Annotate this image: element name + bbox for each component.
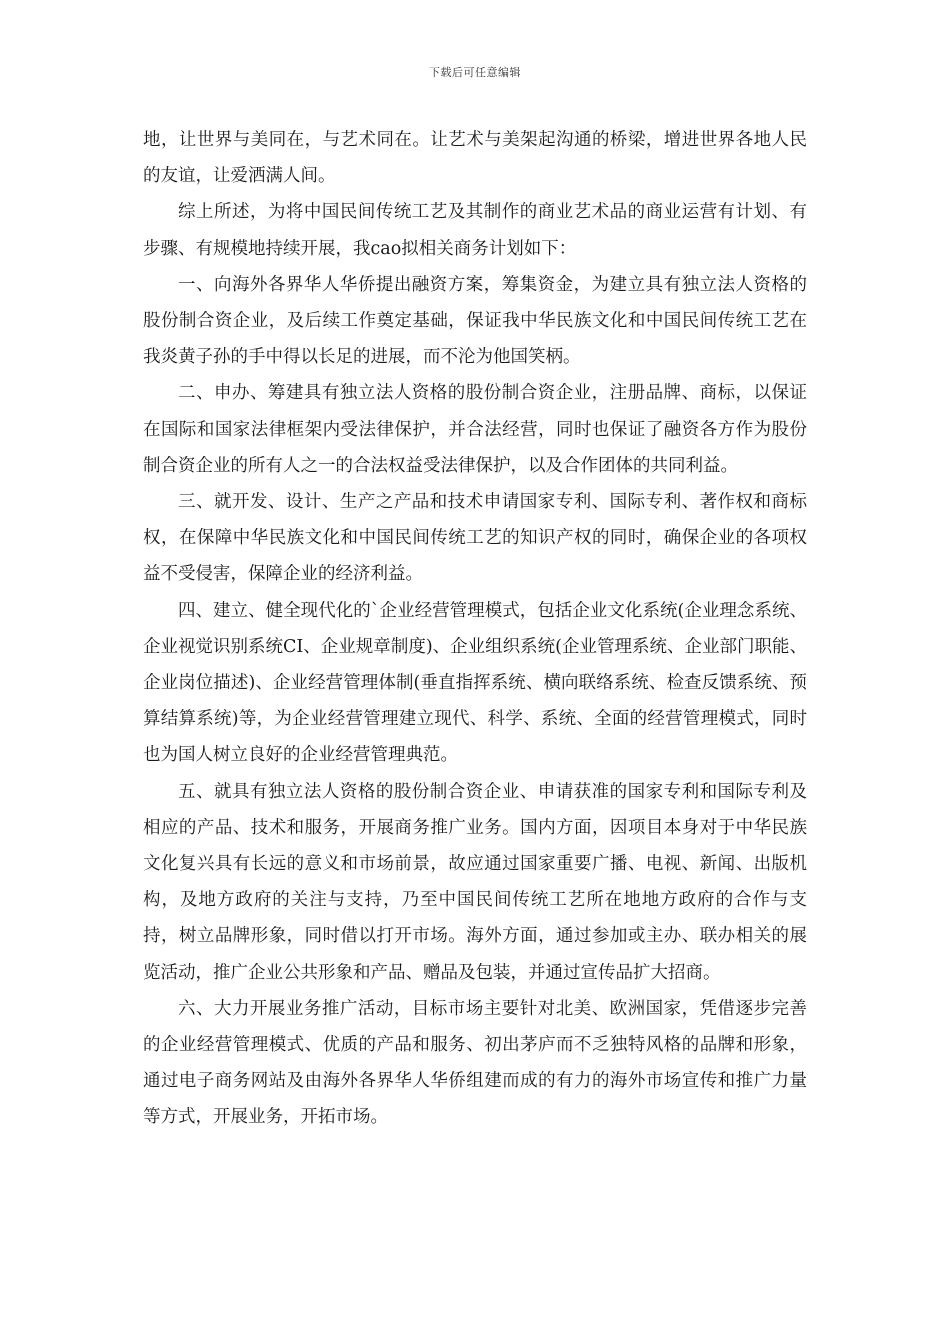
paragraph-item-3: 三、就开发、设计、生产之产品和技术申请国家专利、国际专利、著作权和商标权，在保障中华民族文化和中国民间传统工艺的知识产权的同时，确保企业的各项权益不受侵害，保障企业的经济利益。 — [143, 492, 807, 585]
paragraph-item-2: 二、申办、筹建具有独立法人资格的股份制合资企业，注册品牌、商标，以保证在国际和国家法律框架内受法律保护，并合法经营，同时也保证了融资各方作为股份制合资企业的所有人之一的合法权益受法律保护，以及合作团体的共同利益。 — [143, 383, 807, 476]
paragraph-item-5: 五、就具有独立法人资格的股份制合资企业、申请获准的国家专利和国际专利及相应的产品、技术和服务，开展商务推广业务。国内方面，因项目本身对于中华民族文化复兴具有长远的意义和市场前景，故应通过国家重要广播、电视、新闻、出版机构，及地方政府的关注与支持，乃至中国民间传统工艺所在地地方政府的合作与支持，树立品牌形象，同时借以打开市场。海外方面，通过参加或主办、联办相关的展览活动，推广企业公共形象和产品、赠品及包装，并通过宣传品扩大招商。 — [143, 781, 807, 983]
paragraph-item-1: 一、向海外各界华人华侨提出融资方案，筹集资金，为建立具有独立法人资格的股份制合资企业，及后续工作奠定基础，保证我中华民族文化和中国民间传统工艺在我炎黄子孙的手中得以长足的进展，而不沦为他国笑柄。 — [143, 274, 807, 368]
paragraph-item-6: 六、大力开展业务推广活动，目标市场主要针对北美、欧洲国家，凭借逐步完善的企业经营管理模式、优质的产品和服务、初出茅庐而不乏独特风格的品牌和形象，通过电子商务网站及由海外各界华人华侨组建而成的有力的海外市场宣传和推广力量等方式，开展业务，开拓市场。 — [143, 998, 807, 1128]
paragraph-item-4: 四、建立、健全现代化的`企业经营管理模式，包括企业文化系统(企业理念系统、企业视觉识别系统CI、企业规章制度)、企业组织系统(企业管理系统、企业部门职能、企业岗位描述)、企业经营管理体制(垂直指挥系统、横向联络系统、检查反馈系统、预算结算系统)等，为企业经营管理建立现代、科学、系统、全面的经营管理模式，同时也为国人树立良好的企业经营管理典范。 — [143, 600, 807, 766]
paragraph-continuation: 地，让世界与美同在，与艺术同在。让艺术与美架起沟通的桥梁，增进世界各地人民的友谊，让爱洒满人间。 — [143, 130, 807, 187]
page-header: 下载后可任意编辑 — [429, 66, 521, 79]
document-body — [143, 122, 807, 1136]
paragraph-summary: 综上所述，为将中国民间传统工艺及其制作的商业艺术品的商业运营有计划、有步骤、有规模地持续开展，我cao拟相关商务计划如下： — [143, 202, 807, 259]
